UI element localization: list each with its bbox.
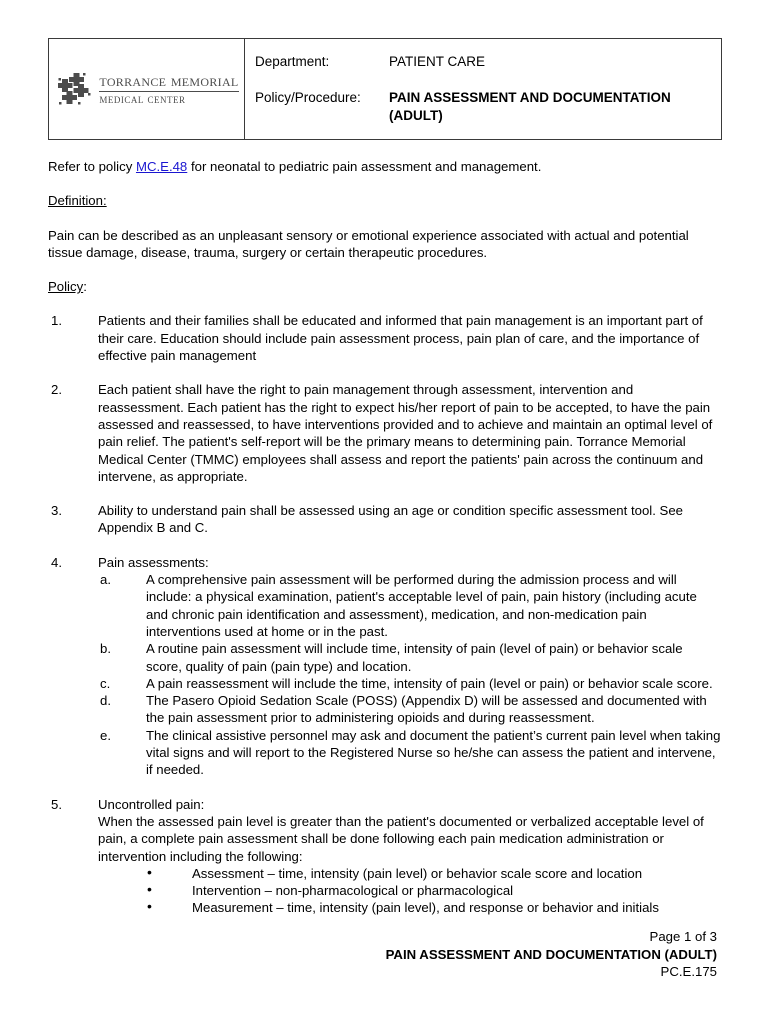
policy-item-3-number: 3. (51, 503, 62, 519)
bullet-dot-icon: • (147, 881, 152, 898)
policy-subitem-4e-letter: e. (100, 727, 111, 743)
policy-subitem-4e (98, 727, 722, 779)
department-value: PATIENT CARE (389, 54, 486, 69)
policy-item-2-text: Each patient shall have the right to pain management through assessment, intervention and reassessment. Each patient has the right to expect his/her report of pain to be accepted, to have the pain assessed and reassessed, to have interventions provided and to achieve and maintain an optimal level of pain relief. The patient's self-report will be the primary means to determining pain. Torrance Memorial Medical Center (TMMC) employees shall assess and report the patients' pain across the continuum and intervene, as appropriate. (98, 382, 713, 484)
definition-heading-text: Definition: (48, 193, 107, 209)
policy-bullet-assessment (147, 865, 722, 882)
header-field-department (255, 53, 721, 71)
policy-item-2 (48, 381, 722, 485)
policy-subitem-4c-text: A pain reassessment will include the time, intensity of pain (level or pain) or behavior scale score. (146, 675, 713, 691)
policy-item-5-text: Uncontrolled pain: (98, 796, 205, 812)
policy-item-3-text: Ability to understand pain shall be assessed using an age or condition specific assessment tool. See Appendix B and C. (98, 503, 683, 536)
intro-paragraph (48, 158, 722, 175)
torrance-memorial-cross-mark-icon (58, 71, 92, 107)
footer-page-number: Page 1 of 3 (649, 929, 717, 944)
policy-item-4-text: Pain assessments: (98, 554, 209, 570)
policy-bullet-intervention (147, 882, 722, 899)
policy-subitem-4e-text: The clinical assistive personnel may ask and document the patient’s current pain level when taking vital signs and will report to the Registered Nurse so he/she can assess the patient and intervene, if needed. (146, 727, 721, 778)
logo-wordmark (99, 72, 238, 105)
policy-subitem-4a-letter: a. (100, 572, 111, 588)
policy-mce48-link[interactable]: MC.E.48 (135, 159, 188, 174)
document-body (48, 158, 722, 917)
department-label: Department: (255, 54, 330, 69)
policy-procedure-value: PAIN ASSESSMENT AND DOCUMENTATION (ADULT) (389, 90, 671, 124)
policy-item-4-number: 4. (51, 554, 62, 570)
document-footer (386, 928, 717, 981)
policy-item-1-number: 1. (51, 313, 62, 329)
policy-item-4 (48, 554, 722, 779)
policy-item-5-bullets (48, 865, 722, 917)
policy-subitem-4d (98, 692, 722, 727)
policy-heading-colon: : (83, 279, 87, 295)
policy-subitem-4b-text: A routine pain assessment will include time, intensity of pain (level of pain) or behavior scale score, quality of pain (pain type) and location. (146, 641, 683, 674)
policy-heading (48, 278, 722, 295)
footer-policy-code: PC.E.175 (660, 964, 717, 980)
intro-text-after: for neonatal to pediatric pain assessment and management. (187, 159, 542, 174)
bullet-dot-icon: • (147, 863, 152, 880)
policy-item-5-number: 5. (51, 796, 62, 812)
policy-subitem-4b (98, 640, 722, 675)
header-logo-cell (49, 39, 245, 139)
definition-paragraph: Pain can be described as an unpleasant sensory or emotional experience associated with actual and potential tissue damage, disease, trauma, surgery or certain therapeutic procedures. (48, 227, 689, 260)
policy-item-1-text: Patients and their families shall be educated and informed that pain management is an important part of their care. Education should include pain assessment process, pain plan of care, and the importance of effective pain management (98, 313, 703, 364)
policy-subitem-4c (98, 675, 722, 692)
policy-subitem-4d-text: The Pasero Opioid Sedation Scale (POSS) (Appendix D) will be assessed and documented with the pain assessment prior to administering opioids and during reassessment. (146, 693, 707, 726)
policy-item-2-number: 2. (51, 382, 62, 398)
header-fields-cell (245, 39, 721, 139)
policy-bullet-measurement (147, 899, 722, 916)
policy-subitem-4a (98, 571, 722, 640)
policy-item-5-continuation: When the assessed pain level is greater than the patient's documented or verbalized acceptable level of pain, a complete pain assessment shall be done following each pain medication administration or intervention including the following: (98, 813, 704, 864)
header-field-policy-procedure (255, 89, 721, 125)
policy-procedure-label: Policy/Procedure: (255, 90, 361, 106)
logo-line-secondary: medical center (99, 91, 186, 106)
logo-line-primary: torrance memorial (99, 71, 239, 91)
organization-logo (58, 71, 238, 107)
policy-heading-text: Policy (48, 279, 84, 295)
document-header-table (48, 38, 722, 140)
footer-document-title: PAIN ASSESSMENT AND DOCUMENTATION (ADULT) (385, 946, 717, 962)
policy-item-4-subitems (98, 571, 722, 779)
policy-subitem-4a-text: A comprehensive pain assessment will be performed during the admission process and will include: a physical examination, patient's acceptable level of pain, pain history (including acute and chronic pain identification and assessment), medication, and non-medication pain interventions used at home or in the past. (146, 572, 697, 639)
policy-bullet-intervention-text: Intervention – non-pharmacological or pharmacological (192, 883, 514, 899)
policy-bullet-measurement-text: Measurement – time, intensity (pain level), and response or behavior and initials (192, 900, 659, 916)
bullet-dot-icon: • (147, 898, 152, 915)
policy-subitem-4d-letter: d. (100, 693, 111, 709)
policy-bullet-assessment-text: Assessment – time, intensity (pain level) or behavior scale score and location (192, 865, 643, 881)
policy-subitem-4b-letter: b. (100, 641, 111, 657)
policy-item-3 (48, 502, 722, 537)
policy-item-5 (48, 796, 722, 865)
definition-heading (48, 192, 722, 209)
policy-subitem-4c-letter: c. (100, 675, 111, 691)
policy-item-1 (48, 312, 722, 364)
intro-text-before: Refer to policy (48, 159, 136, 174)
